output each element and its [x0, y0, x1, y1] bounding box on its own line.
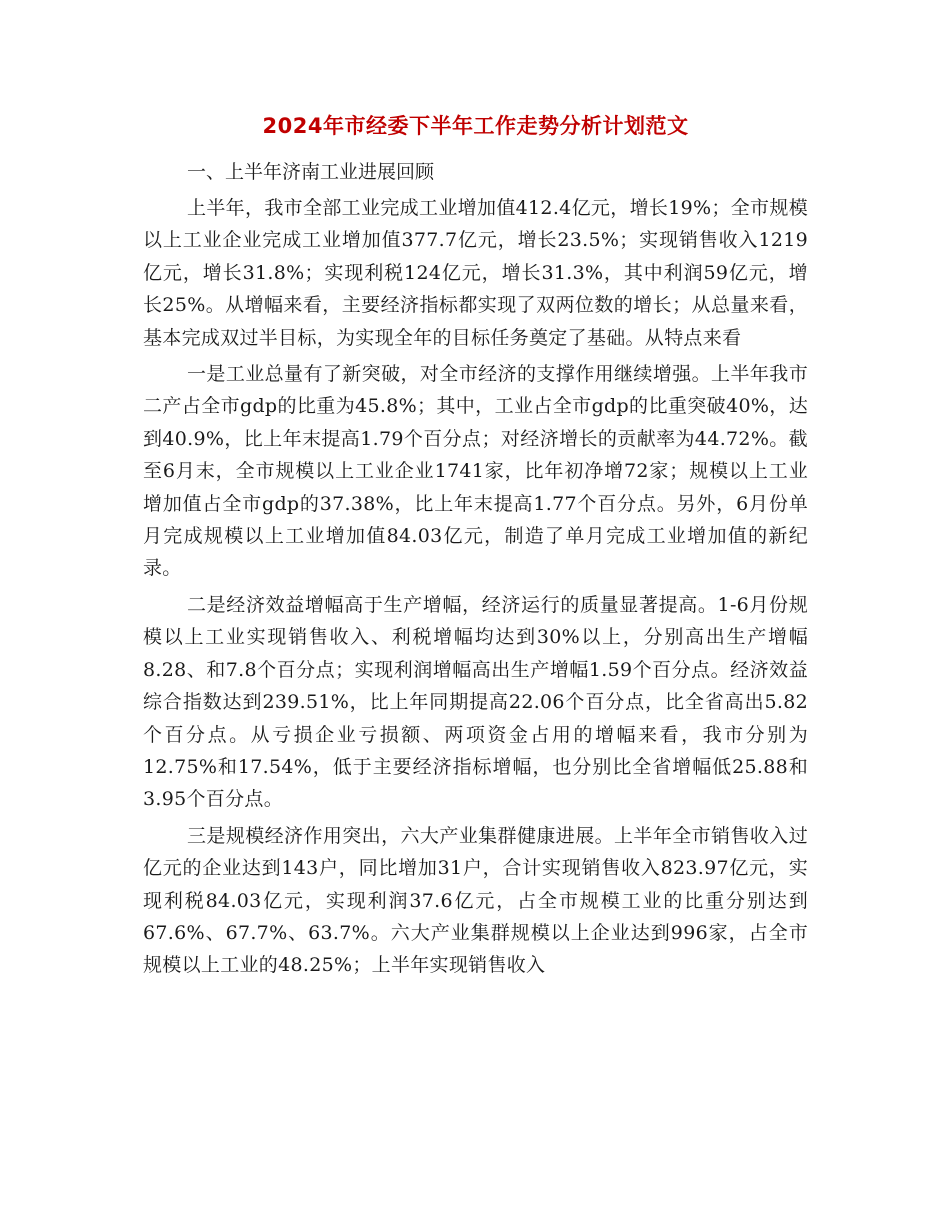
paragraph-point-one: 一是工业总量有了新突破，对全市经济的支撑作用继续增强。上半年我市二产占全市gdp的比重为45.8%；其中，工业占全市gdp的比重突破40%，达到40.9%，比上年末提高1.79个百分点；对经济增长的贡献率为44.72%。截至6月末，全市规模以上工业企业1741家，比年初净增72家；规模以上工业增加值占全市gdp的37.38%，比上年末提高1.77个百分点。另外，6月份单月完成规模以上工业增加值84.03亿元，制造了单月完成工业增加值的新纪录。	[143, 363, 808, 580]
paragraph-overview: 上半年，我市全部工业完成工业增加值412.4亿元，增长19%；全市规模以上工业企业完成工业增加值377.7亿元，增长23.5%；实现销售收入1219亿元，增长31.8%；实现利税124亿元，增长31.3%，其中利润59亿元，增长25%。从增幅来看，主要经济指标都实现了双两位数的增长；从总量来看，基本完成双过半目标，为实现全年的目标任务奠定了基础。从特点来看	[143, 197, 808, 349]
paragraph-point-three: 三是规模经济作用突出，六大产业集群健康进展。上半年全市销售收入过亿元的企业达到143户，同比增加31户，合计实现销售收入823.97亿元，实现利税84.03亿元，实现利润37.6亿元，占全市规模工业的比重分别达到67.6%、67.7%、63.7%。六大产业集群规模以上企业达到996家，占全市规模以上工业的48.25%；上半年实现销售收入	[143, 824, 808, 977]
document-title: 2024年市经委下半年工作走势分析计划范文	[262, 114, 689, 138]
document-page	[143, 110, 808, 986]
section-heading: 一、上半年济南工业进展回顾	[187, 161, 435, 183]
paragraph-point-two: 二是经济效益增幅高于生产增幅，经济运行的质量显著提高。1-6月份规模以上工业实现销售收入、利税增幅均达到30%以上，分别高出生产增幅8.28、和7.8个百分点；实现利润增幅高出生产增幅1.59个百分点。经济效益综合指数达到239.51%，比上年同期提高22.06个百分点，比全省高出5.82个百分点。从亏损企业亏损额、两项资金占用的增幅来看，我市分别为12.75%和17.54%，低于主要经济指标增幅，也分别比全省增幅低25.88和3.95个百分点。	[143, 593, 808, 811]
